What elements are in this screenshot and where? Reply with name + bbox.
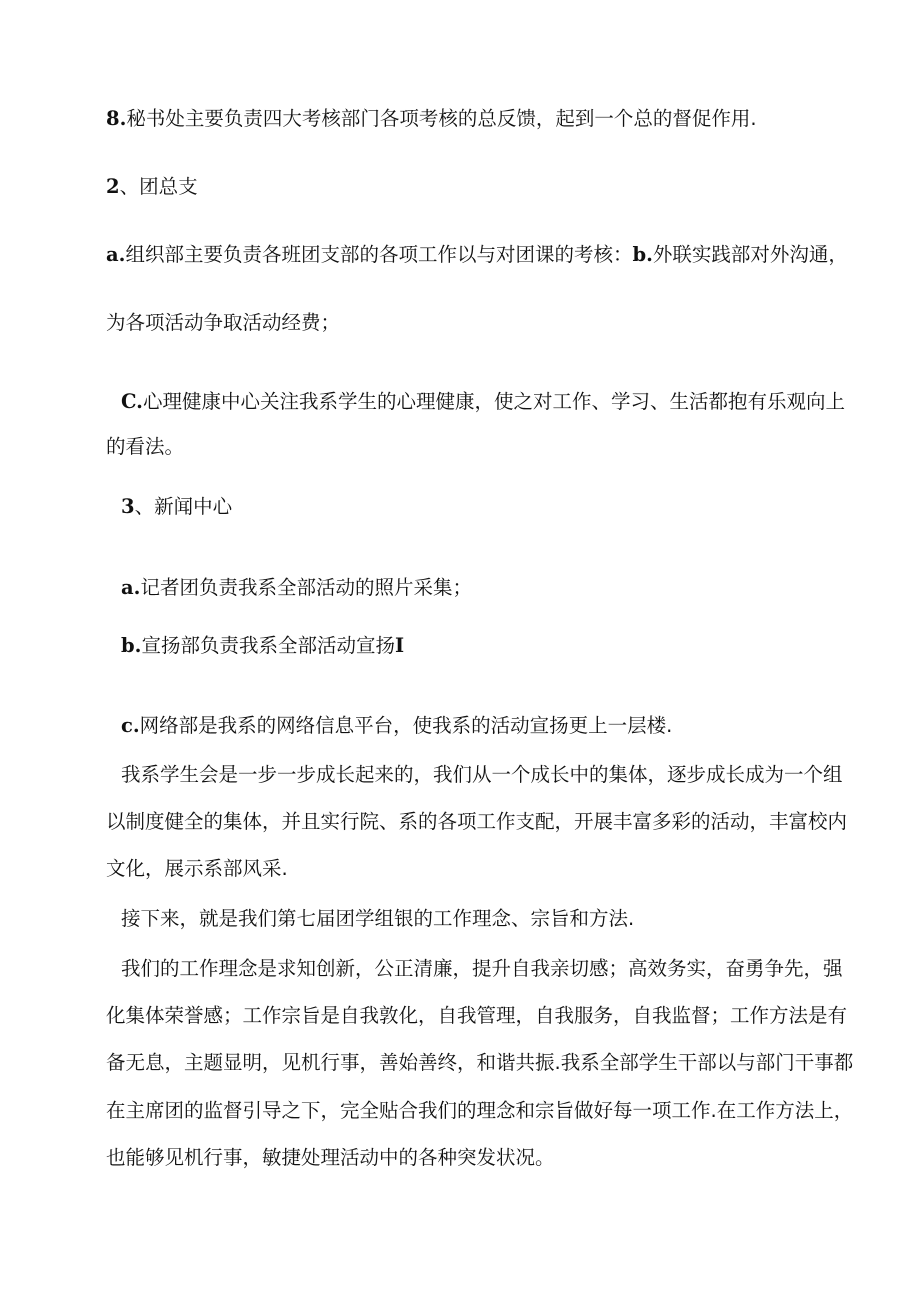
line-text: 备无息，主题显明，见机行事，善始善终，和谐共振.我系全部学生干部以与部门干事都 (106, 1051, 854, 1074)
item-letter: a. (106, 243, 126, 266)
item-letter: C. (121, 390, 143, 413)
paragraph-continuation (106, 1145, 555, 1171)
line-text: 网络部是我系的网络信息平台，使我系的活动宣扬更上一层楼. (139, 714, 673, 737)
item-number: 3 (121, 495, 135, 518)
heading-news-center (121, 494, 232, 520)
line-text: 文化，展示系部风采. (106, 857, 288, 880)
paragraph-student-union (121, 762, 843, 788)
line-text: 记者团负责我系全部活动的照片采集； (140, 576, 472, 599)
line-text: 为各项活动争取活动经费； (106, 311, 341, 334)
item-number: 2 (106, 175, 120, 198)
heading-league-branch (106, 174, 198, 200)
paragraph-continuation (106, 310, 340, 336)
line-text: 秘书处主要负责四大考核部门各项考核的总反馈，起到一个总的督促作用. (126, 107, 757, 130)
paragraph-publicity-dept (121, 633, 404, 659)
paragraph-continuation (106, 1098, 853, 1124)
line-text: 、新闻中心 (134, 495, 233, 518)
trailing-mark: I (394, 634, 405, 657)
paragraph-continuation (106, 1003, 847, 1029)
line-text: 心理健康中心关注我系学生的心理健康，使之对工作、学习、生活都抱有乐观向上 (142, 390, 845, 413)
line-text: 、团总支 (119, 175, 198, 198)
paragraph-reporter-group (121, 575, 472, 601)
line-text: 我们的工作理念是求知创新，公正清廉，提升自我亲切感；高效务实，奋勇争先，强 (121, 957, 843, 980)
paragraph-secretariat (106, 106, 757, 132)
paragraph-mental-health (121, 389, 845, 415)
line-text: 我系学生会是一步一步成长起来的，我们从一个成长中的集体，逐步成长成为一个组 (121, 763, 843, 786)
item-letter: a. (121, 576, 141, 599)
line-text: 接下来，就是我们第七届团学组银的工作理念、宗旨和方法. (121, 907, 635, 930)
paragraph-continuation (106, 1050, 853, 1076)
line-text: 在主席团的监督引导之下，完全贴合我们的理念和宗旨做好每一项工作.在工作方法上， (106, 1099, 854, 1122)
item-letter: b. (632, 243, 653, 266)
paragraph-work-philosophy (121, 956, 843, 982)
line-text: 化集体荣誉感；工作宗旨是自我敦化，自我管理，自我服务，自我监督；工作方法是有 (106, 1004, 848, 1027)
line-text: 宣扬部负责我系全部活动宣扬 (141, 634, 395, 657)
line-text: 以制度健全的集体，并且实行院、系的各项工作支配，开展丰富多彩的活动，丰富校内 (106, 810, 848, 833)
item-letter: c. (121, 714, 140, 737)
paragraph-continuation (106, 809, 847, 835)
line-text: 外联实践部对外沟通， (652, 243, 848, 266)
paragraph-continuation (106, 856, 288, 882)
line-text: 组织部主要负责各班团支部的各项工作以与对团课的考核： (125, 243, 633, 266)
item-letter: b. (121, 634, 142, 657)
line-text: 的看法。 (106, 435, 185, 458)
line-text: 也能够见机行事，敏捷处理活动中的各种突发状况。 (106, 1146, 555, 1169)
paragraph-continuation (106, 434, 184, 460)
item-number: 8. (106, 107, 127, 130)
paragraph-network-dept (121, 713, 672, 739)
paragraph-next-topic (121, 906, 634, 932)
paragraph-organization-dept (106, 242, 848, 268)
